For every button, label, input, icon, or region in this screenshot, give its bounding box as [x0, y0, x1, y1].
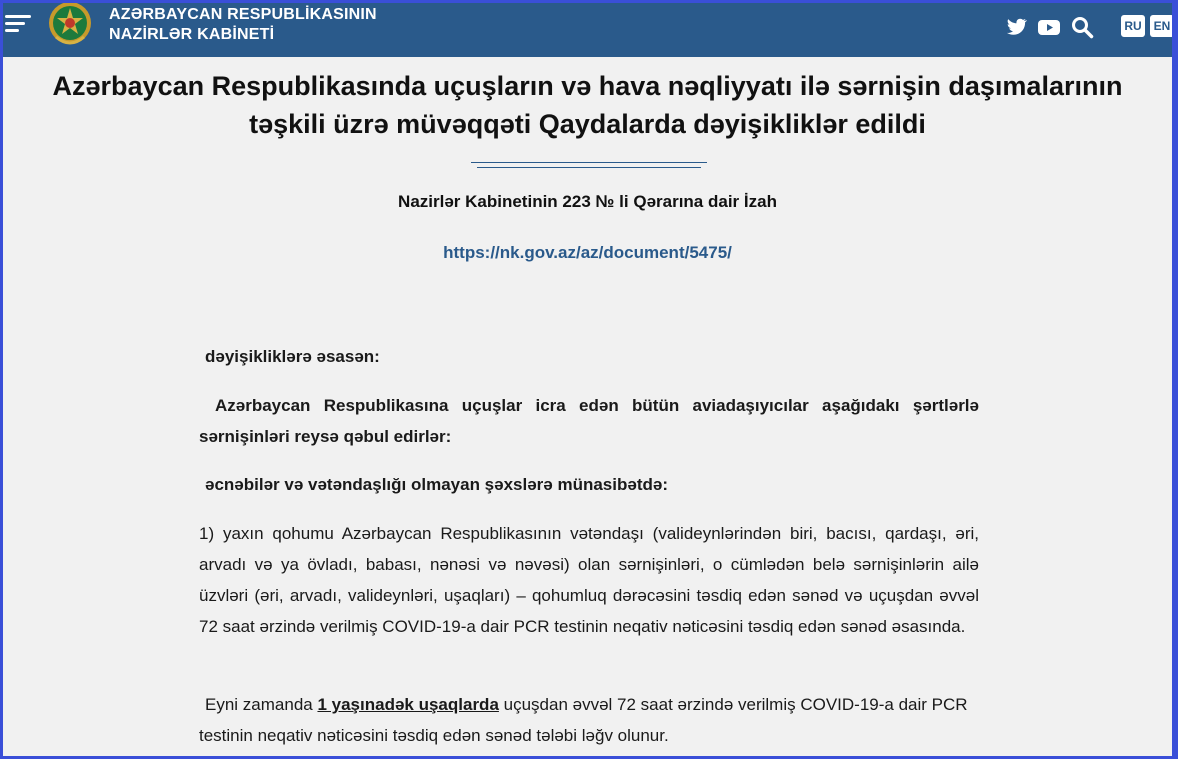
- paragraph-basis: dəyişikliklərə əsasən:: [205, 347, 380, 366]
- emblem-icon[interactable]: [47, 3, 93, 51]
- paragraph-foreigners: əcnəbilər və vətəndaşlığı olmayan şəxslərə münasibətdə:: [205, 475, 668, 494]
- menu-icon[interactable]: [5, 15, 31, 35]
- title-divider-inner: [477, 167, 701, 168]
- page: [3, 3, 1172, 756]
- title-divider: [471, 162, 707, 163]
- paragraph-relatives: 1) yaxın qohumu Azərbaycan Respublikasının vətəndaşı (valideynlərindən biri, bacısı, qardaşı, əri, arvadı və ya övladı, babası, nənəsi və nəvəsi) olan sərnişinləri, o cümlədən belə sərnişinlərin ailə üzvləri (əri, arvadı, valideynləri, uşaqları) – qohumluq dərəcəsini təsdiq edən sənəd və uçuşdan əvvəl 72 saat ərzində verilmiş COVID-19-a dair PCR testinin neqativ nəticəsini təsdiq edən sənəd əsasında.: [199, 524, 979, 636]
- brand-line-2: NAZİRLƏR KABİNETİ: [109, 26, 275, 43]
- youtube-icon[interactable]: [1037, 15, 1061, 39]
- paragraph-airlines: Azərbaycan Respublikasına uçuşlar icra edən bütün aviadaşıyıcılar aşağıdakı şərtlərlə sərnişinləri reysə qəbul edirlər:: [199, 396, 979, 446]
- site-brand[interactable]: [109, 5, 377, 45]
- infants-suffix: uçuşdan əvvəl 72 saat ərzində verilmiş COVID-19-a dair PCR testinin neqativ nəticəsini təsdiq edən sənəd tələbi ləğv olunur.: [199, 695, 968, 745]
- lang-ru-button[interactable]: RU: [1121, 15, 1145, 37]
- top-navigation-bar: [3, 3, 1172, 57]
- twitter-icon[interactable]: [1004, 15, 1028, 39]
- page-title: [3, 67, 1172, 143]
- infants-prefix: Eyni zamanda: [205, 695, 313, 714]
- document-link[interactable]: https://nk.gov.az/az/document/5475/: [443, 243, 732, 262]
- title-line-2: təşkili üzrə müvəqqəti Qaydalarda dəyişikliklər edildi: [249, 109, 926, 139]
- lang-en-button[interactable]: EN: [1150, 15, 1172, 37]
- article-subtitle: Nazirlər Kabinetinin 223 № li Qərarına dair İzah: [398, 192, 777, 211]
- search-icon[interactable]: [1070, 15, 1094, 39]
- title-line-1: Azərbaycan Respublikasında uçuşların və hava nəqliyyatı ilə sərnişin daşımalarının: [52, 71, 1123, 101]
- infants-emphasis: 1 yaşınadək uşaqlarda: [317, 695, 499, 714]
- paragraph-infants: [199, 689, 979, 751]
- brand-line-1: AZƏRBAYCAN RESPUBLİKASININ: [109, 6, 377, 23]
